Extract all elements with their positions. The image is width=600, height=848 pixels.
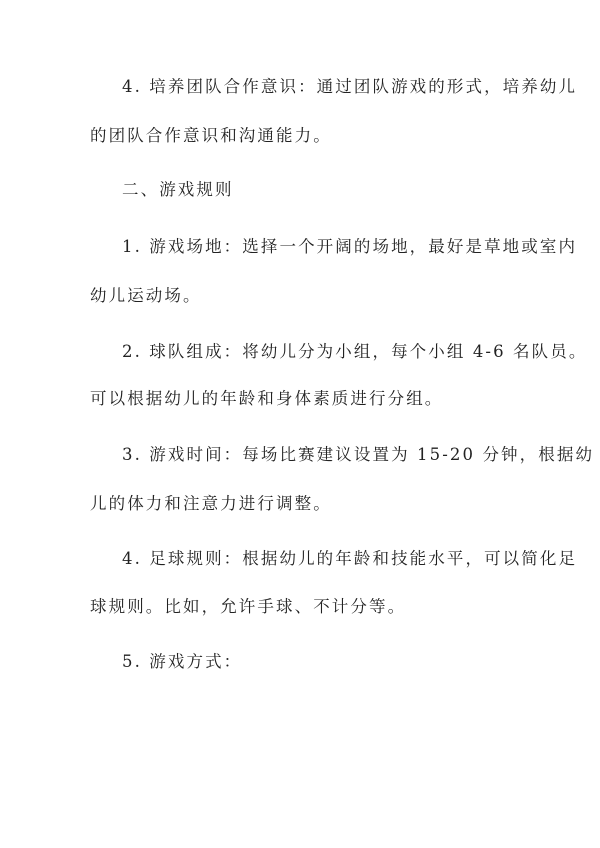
paragraph-football-rules-line-1: 4. 足球规则：根据幼儿的年龄和技能水平，可以简化足 (122, 549, 578, 568)
paragraph-game-time-line-2: 儿的体力和注意力进行调整。 (90, 494, 332, 513)
paragraph-team-cooperation-line-1: 4. 培养团队合作意识：通过团队游戏的形式，培养幼儿 (122, 77, 578, 96)
paragraph-team-composition-line-1: 2. 球队组成：将幼儿分为小组，每个小组 4-6 名队员。 (122, 342, 588, 361)
paragraph-game-venue-line-1: 1. 游戏场地：选择一个开阔的场地，最好是草地或室内 (122, 237, 578, 256)
paragraph-football-rules-line-2: 球规则。比如，允许手球、不计分等。 (90, 597, 407, 616)
paragraph-game-mode: 5. 游戏方式： (122, 652, 243, 671)
paragraph-team-cooperation-line-2: 的团队合作意识和沟通能力。 (90, 126, 332, 145)
paragraph-team-composition-line-2: 可以根据幼儿的年龄和身体素质进行分组。 (90, 389, 444, 408)
paragraph-game-time-line-1: 3. 游戏时间：每场比赛建议设置为 15-20 分钟，根据幼 (122, 445, 595, 464)
paragraph-game-venue-line-2: 幼儿运动场。 (90, 286, 202, 305)
section-heading-game-rules: 二、游戏规则 (122, 180, 234, 199)
